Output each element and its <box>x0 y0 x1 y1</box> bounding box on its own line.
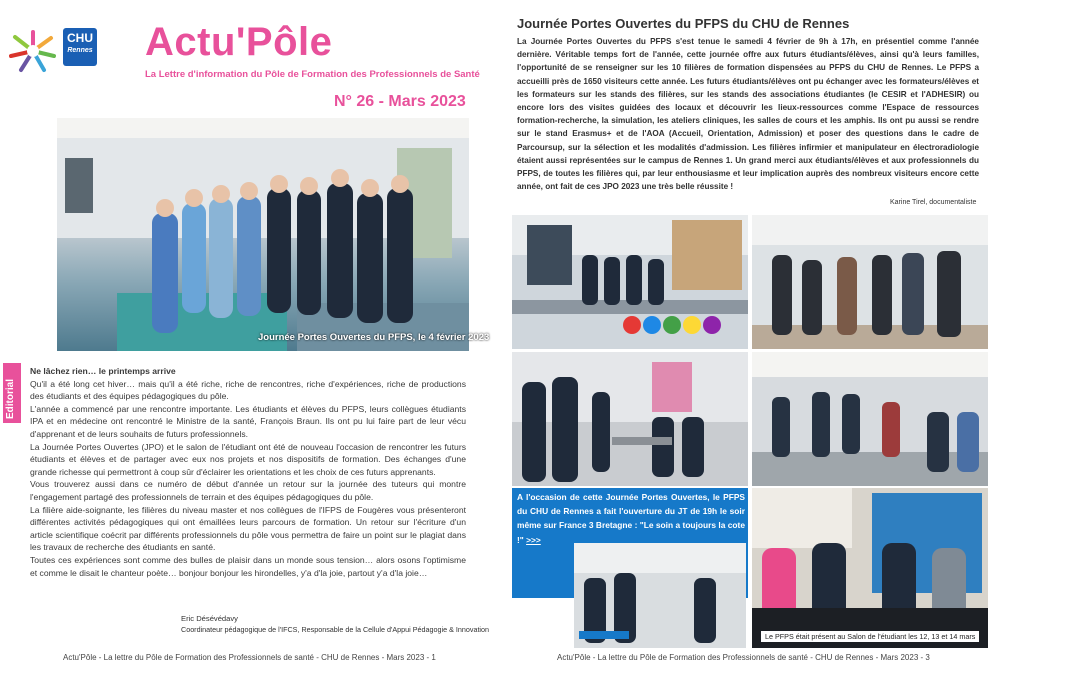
editorial-text <box>30 365 466 579</box>
editorial-tab-label: Editorial <box>5 378 16 419</box>
pole-formation-logo-icon <box>6 28 60 74</box>
editorial-paragraph: Vous trouverez aussi dans ce numéro de début d'année un retour sur la journée des tuteurs qui montre l'engagement partagé des professionnels de terrain et des équipes pédagogiques du pôle. <box>30 479 466 502</box>
jpo-photo-stand <box>512 215 748 349</box>
salon-photo-caption: Le PFPS était présent au Salon de l'étudiant les 12, 13 et 14 mars <box>761 631 979 642</box>
logo-chu-city: Rennes <box>67 47 93 54</box>
article-title: Journée Portes Ouvertes du PFPS du CHU de Rennes <box>517 16 850 31</box>
article-signature: Karine Tirel, documentaliste <box>890 199 977 206</box>
editorial-signature-name: Eric Désévédavy <box>181 614 238 623</box>
footer-left: Actu'Pôle - La lettre du Pôle de Formation des Professionnels de santé - CHU de Rennes - Mars 2023 - 1 <box>63 653 436 662</box>
chu-rennes-logo <box>63 28 97 66</box>
editorial-paragraph: La Journée Portes Ouvertes (JPO) et le salon de l'étudiant ont été de nouveau l'occasion de rencontrer les futurs étudiants et élèves et de partager avec eux nos projets et nos dispositifs de formation. Des échanges d'une grande richesse qui permettront à coup sûr d'éclairer les orientations et les choix de ces futurs apprenants. <box>30 441 466 477</box>
salon-etudiant-photo <box>752 488 988 648</box>
article-body: La Journée Portes Ouvertes du PFPS s'est tenue le samedi 4 février de 9h à 17h, en présentiel comme l'année dernière. Véritable temps fort de l'année, cette journée offre aux futurs étudiants/élèves, ainsi qu'à leurs familles, l'opportunité de se renseigner sur les 10 filières de formation dispensées au PFPS du CHU de Rennes. Le PFPS a accueilli près de 1650 visiteurs cette année. Les futurs étudiants/élèves ont pu échanger avec les formateurs/élèves et les formateurs sur les stands des filières, sur les stands des associations étudiantes (le CESIR et l'ADHESIR) ou encore lors des visites guidées des locaux et découvrir les lieux-ressources comme l'Espace de ressources formation-recherche, la simulation, les ateliers cliniques, les salles de cours et les amphis. Ils ont pu aussi se rendre sur le stand Erasmus+ et de l'AOA (Accueil, Orientation, Admission) et poser des questions dans le cadre de Parcoursup, sur la sélection et les modalités d'admission. Les filières infirmier et manipulateur en électroradiologie étaient aussi représentées sur le campus de Rennes 1. Un grand merci aux étudiants/élèves et aux professionnels du PFPS, de toutes les filières qui, par leur enthousiasme et leur implication auprès des nombreux visiteurs encore cette année, ont fait de ces JPO 2023 une très belle réussite ! <box>517 37 979 192</box>
jpo-photo-hall <box>752 352 988 486</box>
jt-tv-screenshot <box>574 543 746 648</box>
editorial-paragraph: La filière aide-soignante, les filières du niveau master et nos collègues de l'IFPS de Fougères vous présenteront différentes activités pédagogiques qui ont émaillées leurs parcours de formation. Un retour sur l'écriture d'un article scientifique coécrit par différents professionnels du pôle vous permettra de faire un point sur le plagiat dans les travaux de recherche des étudiants en santé. <box>30 504 466 553</box>
editorial-paragraph: Toutes ces expériences sont comme des bulles de plaisir dans un monde sous tension… alors osons l'optimisme et comme le disait le chanteur poète… bonjour bonjour les hirondelles, y'a d'la joie, partout y'a d'la joie… <box>30 554 466 578</box>
issue-number: N° 26 - Mars 2023 <box>334 93 466 110</box>
logo-chu-text: CHU <box>67 31 93 45</box>
cover-photo-caption: Journée Portes Ouvertes du PFPS, le 4 février 2023 <box>258 332 490 343</box>
newsletter-subtitle: La Lettre d'information du Pôle de Formation des Professionnels de Santé <box>145 69 480 80</box>
editorial-heading: Ne lâchez rien… le printemps arrive <box>30 366 176 376</box>
editorial-paragraph: Qu'il a été long cet hiver… mais qu'il a été riche, riche de rencontres, riche d'expériences, riche de productions des étudiants et des équipes pédagogiques du pôle. <box>30 378 466 402</box>
jt-announcement-text <box>517 490 745 547</box>
jt-announcement-body: A l'occasion de cette Journée Portes Ouvertes, le PFPS du CHU de Rennes a fait l'ouverture du JT de 19h le soir même sur France 3 Bretagne : "Le soin a toujours la cote !" <box>517 492 745 545</box>
newsletter-title: Actu'Pôle <box>145 20 333 64</box>
footer-right: Actu'Pôle - La lettre du Pôle de Formation des Professionnels de santé - CHU de Rennes - Mars 2023 - 3 <box>557 653 930 662</box>
editorial-tab <box>3 363 21 423</box>
editorial-paragraph: L'année a commencé par une rencontre importante. Les étudiants et élèves du PFPS, leurs collègues étudiants IPA et en médecine ont rencontré le Ministre de la santé, François Braun. Ils ont pu lui faire part de leur vécu d'apprenant et de leurs souhaits de futurs professionnels. <box>30 403 466 439</box>
editorial-signature-role: Coordinateur pédagogique de l'IFCS, Responsable de la Cellule d'Appui Pédagogie & Innovation <box>181 625 490 634</box>
jpo-photo-crowd <box>752 215 988 349</box>
jpo-photo-desk <box>512 352 748 486</box>
jt-video-link[interactable]: >>> <box>526 534 541 545</box>
cover-photo <box>57 118 469 351</box>
